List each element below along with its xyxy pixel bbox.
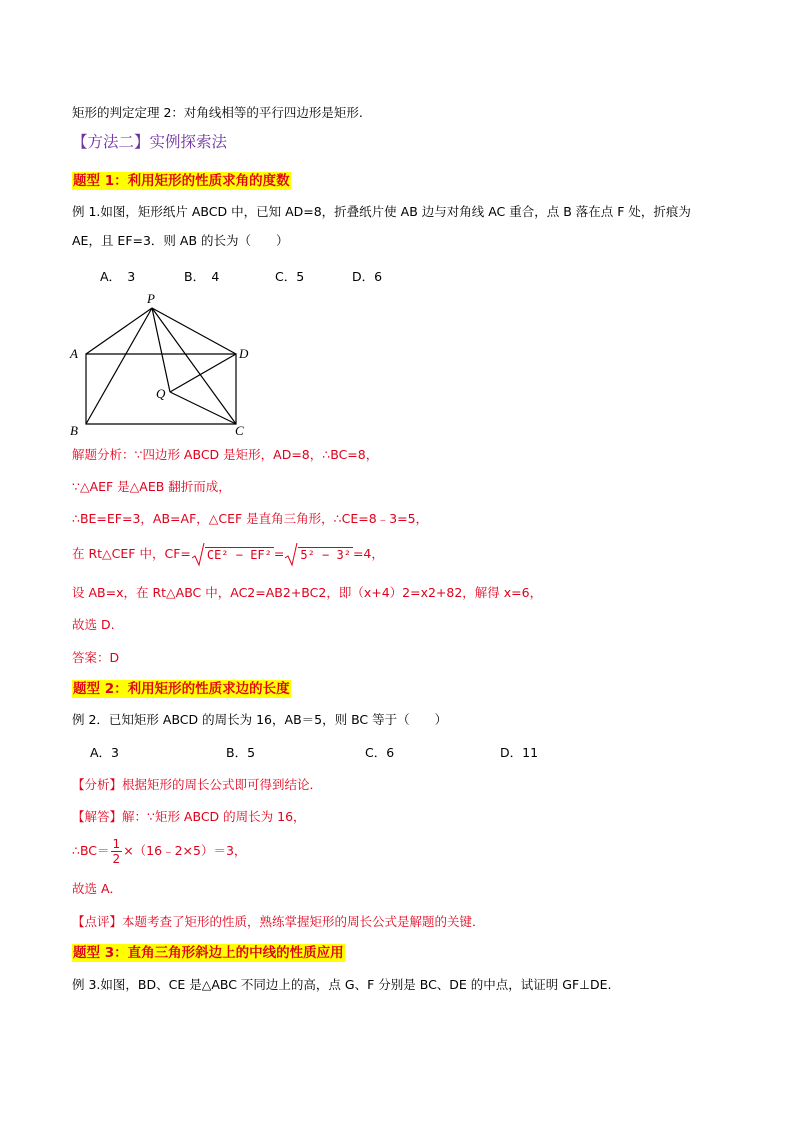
sqrt-5-3-radicand: 5² − 3²	[300, 547, 351, 562]
comment2: 【点评】本题考查了矩形的性质，熟练掌握矩形的周长公式是解题的关键．	[72, 914, 485, 929]
q1-option-a: A． 3	[100, 269, 136, 284]
label-b: B	[70, 423, 78, 438]
frac-numerator: 1	[112, 837, 121, 851]
sol5: 设 AB=x，在 Rt△ABC 中，AC2=AB2+BC2，即（x+4）2=x2+82，解得 x=6，	[72, 585, 543, 600]
intro-text: 矩形的判定定理 2：对角线相等的平行四边形是矩形.	[72, 105, 363, 120]
type1-title: 题型 1：利用矩形的性质求角的度数	[73, 173, 290, 189]
sqrt-5-3	[284, 541, 353, 569]
frac-denominator: 2	[112, 852, 121, 866]
segment-qc	[170, 392, 236, 424]
sol2: ∵△AEF 是△AEB 翻折而成，	[72, 479, 231, 494]
type2-title: 题型 2：利用矩形的性质求边的长度	[73, 681, 290, 697]
q1-option-c: C．5	[275, 269, 305, 284]
label-a: A	[70, 346, 78, 361]
q2-option-a: A．3	[90, 745, 120, 760]
calc2-post: ×（16﹣2×5）＝3，	[123, 843, 247, 858]
q1-line1: 例 1.如图，矩形纸片 ABCD 中，已知 AD=8，折叠纸片使 AB 边与对角线 AC 重合，点 B 落在点 F 处，折痕为	[72, 204, 691, 219]
label-p: P	[147, 291, 155, 306]
sqrt-ce-ef-radicand: CE² − EF²	[206, 547, 272, 562]
sqrt-ce-ef	[191, 541, 274, 569]
label-c: C	[235, 423, 244, 438]
sol4-eq: =	[273, 546, 285, 561]
segment-qd	[170, 354, 236, 392]
calc2	[72, 834, 246, 868]
q2-option-b: B．5	[226, 745, 256, 760]
type3-title: 题型 3：直角三角形斜边上的中线的性质应用	[73, 945, 344, 961]
q2-option-c: C．6	[365, 745, 395, 760]
q1-option-b: B． 4	[184, 269, 220, 284]
solve2: 【解答】解：∵矩形 ABCD 的周长为 16，	[72, 809, 306, 824]
answer1: 答案：D	[72, 650, 120, 665]
segment-pb	[86, 308, 152, 424]
sol3: ∴BE=EF=3，AB=AF，△CEF 是直角三角形，∴CE=8﹣3=5，	[72, 511, 429, 526]
fraction-one-half	[111, 837, 123, 866]
sol1: 解题分析：∵四边形 ABCD 是矩形，AD=8，∴BC=8，	[72, 447, 379, 462]
sol4-post: =4，	[352, 546, 384, 561]
q1-option-d: D．6	[352, 269, 383, 284]
q1-line2: AE，且 EF=3．则 AB 的长为（ ）	[72, 233, 289, 248]
label-d: D	[239, 346, 249, 361]
analysis2: 【分析】根据矩形的周长公式即可得到结论．	[72, 777, 323, 792]
segment-pa	[86, 308, 152, 354]
q2-text: 例 2．已知矩形 ABCD 的周长为 16，AB＝5，则 BC 等于（ ）	[72, 712, 448, 727]
choose2: 故选 A．	[72, 881, 123, 896]
q3-text: 例 3.如图，BD、CE 是△ABC 不同边上的高，点 G、F 分别是 BC、DE 的中点，试证明 GF⊥DE.	[72, 977, 612, 992]
segment-pd	[152, 308, 236, 354]
calc2-pre: ∴BC＝	[72, 843, 110, 858]
rectangle-fold-figure	[66, 290, 266, 440]
q2-option-d: D．11	[500, 745, 539, 760]
sol6: 故选 D.	[72, 617, 115, 632]
sol4-pre: 在 Rt△CEF 中，CF=	[72, 546, 191, 561]
label-q: Q	[156, 386, 166, 401]
sol4	[72, 540, 384, 568]
method-header: 【方法二】实例探索法	[72, 133, 228, 151]
